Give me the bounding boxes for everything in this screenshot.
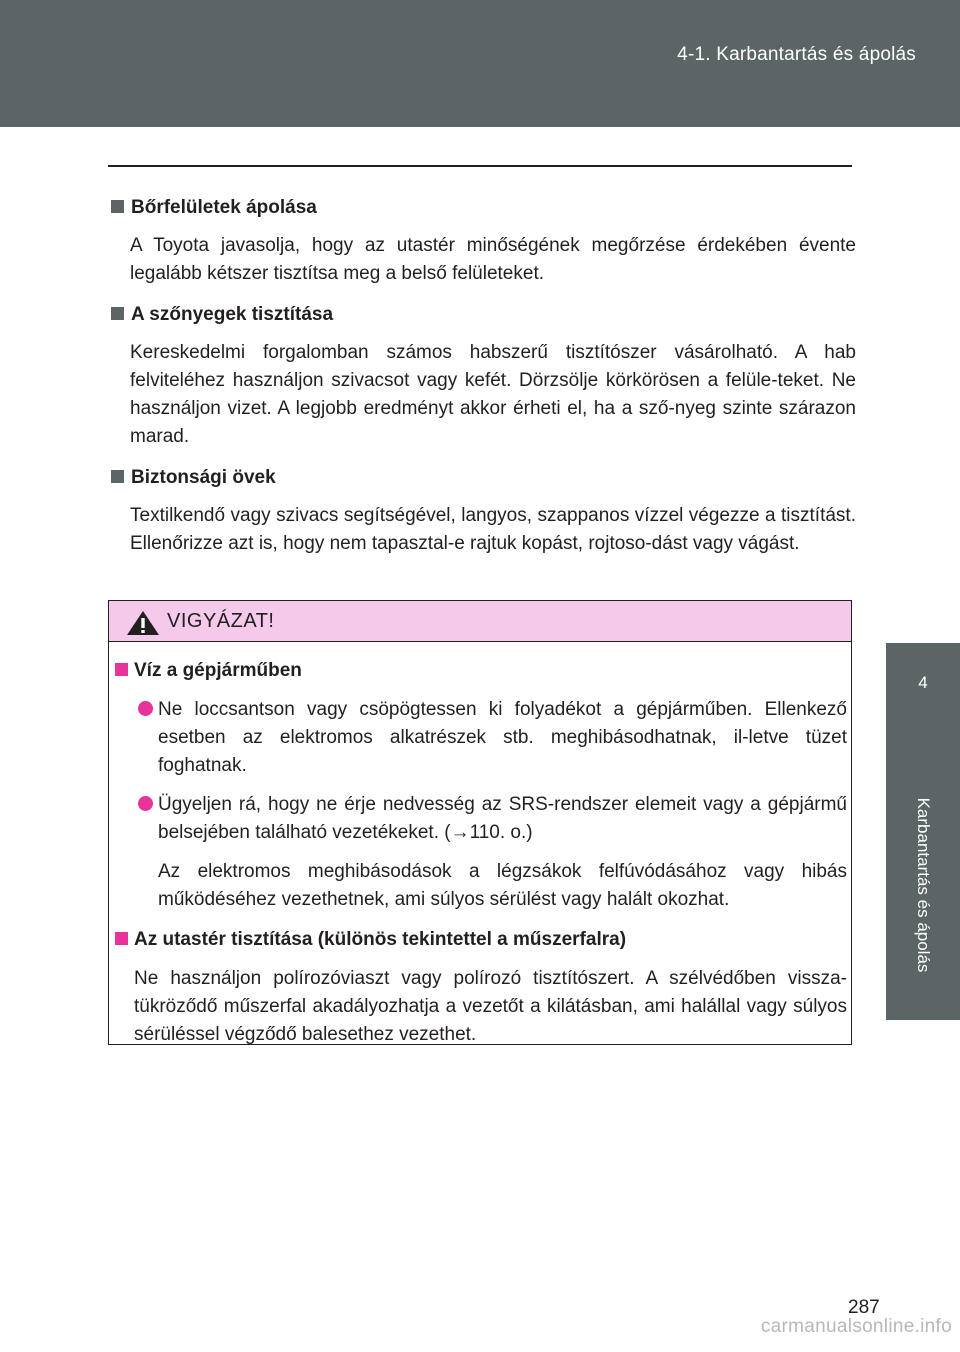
section-title: 4-1. Karbantartás és ápolás: [677, 44, 916, 65]
warning-box: [108, 600, 852, 1045]
page-number: 287: [848, 1297, 880, 1318]
circle-bullet-icon: [138, 701, 153, 716]
section-heading: [111, 194, 856, 222]
warning-bullet-text: Ne loccsantson vagy csöpögtessen ki folyadékot a gépjárműben. Ellenkező esetben az elektromos alkatrészek stb. meghibásodhatnak, il-letve tüzet foghatnak.: [158, 699, 847, 776]
main-content: [111, 194, 856, 571]
top-rule: [108, 165, 852, 167]
warning-heading-text: Víz a gépjárműben: [134, 660, 302, 681]
section-heading: [111, 301, 856, 329]
section-heading-text: Biztonsági övek: [131, 467, 276, 488]
warning-bullet: [114, 791, 847, 847]
warning-header: [109, 601, 851, 642]
chapter-tab-label: [886, 750, 960, 1020]
warning-title: VIGYÁZAT!: [167, 610, 275, 632]
chapter-label: Karbantartás és ápolás: [914, 797, 933, 973]
watermark: carmanualsonline.info: [760, 1316, 952, 1337]
section-body: A Toyota javasolja, hogy az utastér minőségének megőrzése érdekében évente legalább kétszer tisztítsa meg a belső felületeket.: [130, 235, 856, 284]
chapter-tab-number: [886, 643, 960, 750]
chapter-number: 4: [918, 673, 928, 692]
square-bullet-icon: [111, 470, 124, 483]
square-bullet-icon: [111, 200, 124, 213]
section-body: Kereskedelmi forgalomban számos habszerű tisztítószer vásárolható. A hab felviteléhez használjon szivacsot vagy kefét. Dörzsölje körkörösen a felüle-teket. Ne használjon vizet. A legjobb eredményt akkor érheti el, ha a sző-nyeg szinte szárazon marad.: [130, 342, 856, 447]
header-bar: [0, 0, 960, 127]
warning-heading-text: Az utastér tisztítása (különös tekintettel a műszerfalra): [134, 929, 627, 950]
warning-heading: [114, 926, 847, 954]
warning-bullet: [114, 696, 847, 780]
section-heading-text: A szőnyegek tisztítása: [131, 304, 334, 325]
square-bullet-icon: [111, 307, 124, 320]
section-body: Textilkendő vagy szivacs segítségével, langyos, szappanos vízzel végezze a tisztítást. Ellenőrizze azt is, hogy nem tapasztal-e rajtuk kopást, rojtoso-dást vagy vágást.: [130, 505, 856, 554]
square-bullet-icon: [115, 932, 128, 945]
warning-bullet-text: Ügyeljen rá, hogy ne érje nedvesség az SRS-rendszer elemeit vagy a gépjármű belsejében található vezetékeket. (→110. o.): [158, 794, 847, 843]
circle-bullet-icon: [138, 796, 153, 811]
warning-heading: [114, 657, 847, 685]
section-heading: [111, 464, 856, 492]
warning-body: Ne használjon polírozóviaszt vagy polírozó tisztítószert. A szélvédőben vissza-tükröződő műszerfal akadályozhatja a vezetőt a kilátásban, ami halállal vagy súlyos sérüléssel végződő balesethez vezethet.: [134, 968, 847, 1045]
section-heading-text: Bőrfelületek ápolása: [131, 197, 317, 218]
square-bullet-icon: [115, 663, 128, 676]
warning-sub-paragraph: Az elektromos meghibásodások a légzsákok felfúvódásához vagy hibás működéséhez vezethetnek, ami súlyos sérülést vagy halált okozhat.: [158, 861, 847, 910]
warning-content: [114, 657, 847, 1049]
warning-triangle-icon: [126, 610, 160, 636]
